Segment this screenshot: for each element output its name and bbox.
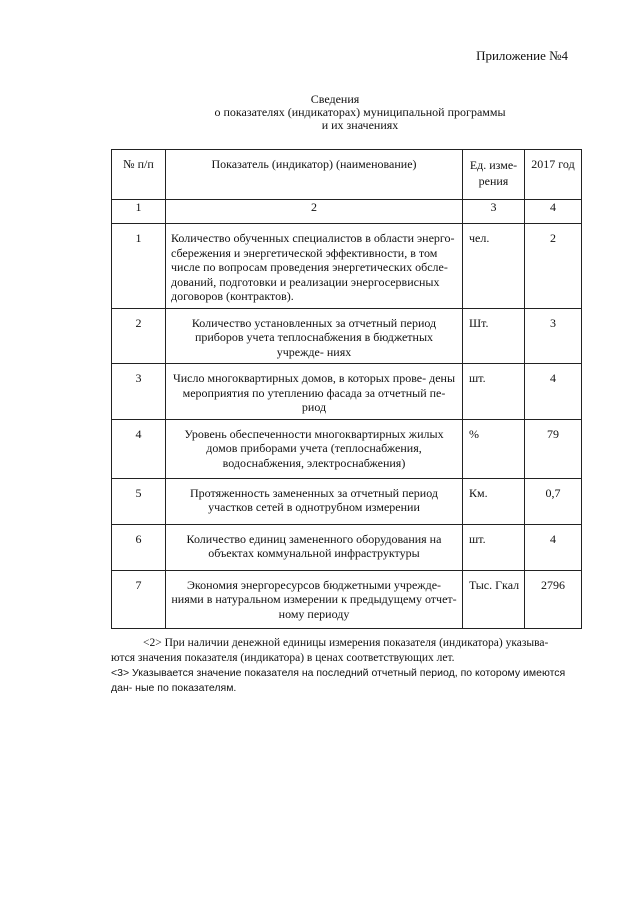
header-indicator: Показатель (индикатор) (наименование) [166, 150, 463, 200]
row-number: 6 [112, 524, 166, 570]
row-number: 4 [112, 419, 166, 478]
header-year: 2017 год [525, 150, 582, 200]
row-indicator: Количество обученных специалистов в области энерго- сбережения и энергетической эффективности, в том числе по вопросам проведения энергетических обсле- дований, подготовки и реализации энергосервисных договоров (контрактов). [166, 224, 463, 309]
row-value: 4 [525, 364, 582, 420]
row-value: 79 [525, 419, 582, 478]
table-row [112, 308, 582, 364]
column-number-4: 4 [525, 200, 582, 224]
column-number-1: 1 [112, 200, 166, 224]
column-number-row [112, 200, 582, 224]
row-indicator: Количество установленных за отчетный период приборов учета теплоснабжения в бюджетных учрежде- ниях [166, 308, 463, 364]
row-value: 2 [525, 224, 582, 309]
row-number: 2 [112, 308, 166, 364]
row-value: 0,7 [525, 478, 582, 524]
row-value: 4 [525, 524, 582, 570]
row-number: 7 [112, 570, 166, 628]
column-number-2: 2 [166, 200, 463, 224]
table-row [112, 524, 582, 570]
column-number-3: 3 [463, 200, 525, 224]
row-indicator: Протяженность замененных за отчетный период участков сетей в однотрубном измерении [166, 478, 463, 524]
row-indicator: Экономия энергоресурсов бюджетными учрежде- ниями в натуральном измерении к предыдущему отчет- ному периоду [166, 570, 463, 628]
row-number: 3 [112, 364, 166, 420]
row-unit: Тыс. Гкал [463, 570, 525, 628]
table-row [112, 364, 582, 420]
appendix-label: Приложение №4 [476, 48, 568, 63]
row-indicator: Количество единиц замененного оборудования на объектах коммунальной инфраструктуры [166, 524, 463, 570]
table-row [112, 478, 582, 524]
row-number: 5 [112, 478, 166, 524]
row-unit: Шт. [463, 308, 525, 364]
row-unit: шт. [463, 524, 525, 570]
document-heading [0, 93, 640, 132]
footnote-3: <3> Указывается значение показателя на последний отчетный период, по которому имеются дан- ные по показателям. [111, 667, 566, 694]
table-header-row [112, 150, 582, 200]
row-unit: % [463, 419, 525, 478]
row-indicator: Число многоквартирных домов, в которых прове- дены мероприятия по утеплению фасада за отчетный пе- риод [166, 364, 463, 420]
row-unit: шт. [463, 364, 525, 420]
row-unit: чел. [463, 224, 525, 309]
footnote-2: <2> При наличии денежной единицы измерения показателя (индикатора) указыва- ются значения показателя (индикатора) в ценах соответствующих лет. [111, 637, 549, 664]
indicators-table [111, 149, 582, 629]
row-number: 1 [112, 224, 166, 309]
row-unit: Км. [463, 478, 525, 524]
header-number: № п/п [112, 150, 166, 200]
row-value: 2796 [525, 570, 582, 628]
row-value: 3 [525, 308, 582, 364]
table-row [112, 570, 582, 628]
row-indicator: Уровень обеспеченности многоквартирных жилых домов приборами учета (теплоснабжения, водоснабжения, электроснабжения) [166, 419, 463, 478]
heading-title: Сведения [310, 92, 360, 106]
header-unit: Ед. изме- рения [463, 150, 525, 200]
table-row [112, 419, 582, 478]
table-row [112, 224, 582, 309]
heading-subtitle-cont: и их значениях [321, 118, 399, 132]
footnotes [111, 636, 571, 696]
heading-subtitle: о показателях (индикаторах) муниципальной программы [214, 105, 506, 119]
